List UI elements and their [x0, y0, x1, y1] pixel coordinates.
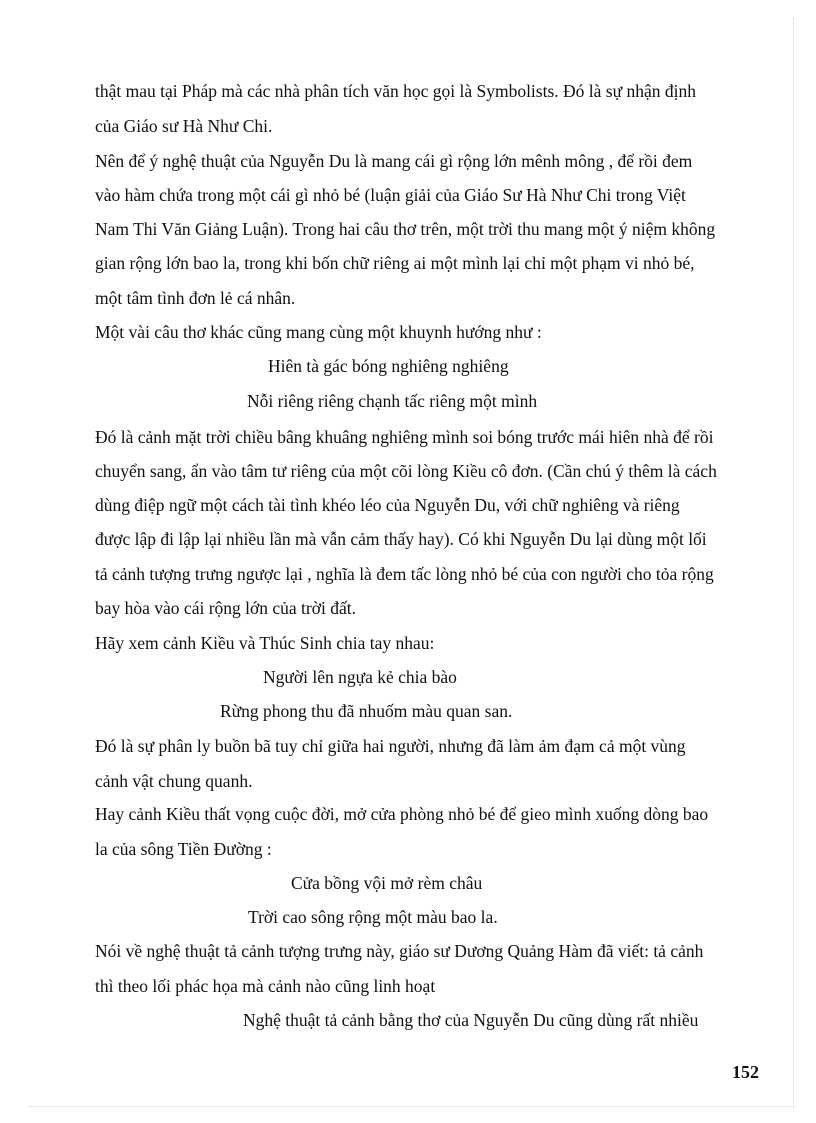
text-line: Nói về nghệ thuật tả cảnh tượng trưng này, giáo sư Dương Quảng Hàm đã viết: tả cảnh [95, 941, 704, 961]
page-number: 152 [732, 1062, 759, 1082]
text-line: Hãy xem cảnh Kiều và Thúc Sinh chia tay nhau: [95, 633, 435, 653]
text-line: Đó là sự phân ly buồn bã tuy chỉ giữa hai người, nhưng đã làm ảm đạm cả một vùng [95, 736, 686, 756]
text-line: thì theo lối phác họa mà cảnh nào cũng linh hoạt [95, 976, 436, 996]
verse-line: Rừng phong thu đã nhuốm màu quan san. [220, 701, 513, 721]
text-line: Nên để ý nghệ thuật của Nguyễn Du là mang cái gì rộng lớn mênh mông , để rồi đem [95, 151, 693, 171]
text-line: một tâm tình đơn lẻ cá nhân. [95, 288, 296, 308]
text-line: bay hòa vào cái rộng lớn của trời đất. [95, 598, 356, 618]
verse-line: Hiên tà gác bóng nghiêng nghiêng [268, 356, 509, 376]
text-line: Một vài câu thơ khác cũng mang cùng một khuynh hướng như : [95, 322, 542, 342]
text-line: thật mau tại Pháp mà các nhà phân tích văn học gọi là Symbolists. Đó là sự nhận định [95, 81, 696, 101]
text-line: Nam Thi Văn Giảng Luận). Trong hai câu thơ trên, một trời thu mang một ý niệm không [95, 219, 716, 239]
page-border-bottom [28, 1106, 794, 1107]
text-line: của Giáo sư Hà Như Chi. [95, 116, 273, 136]
page-border-right [793, 18, 794, 1108]
text-line: tả cảnh tượng trưng ngược lại , nghĩa là đem tấc lòng nhỏ bé của con người cho tỏa rộng [95, 564, 714, 584]
text-line: được lập đi lập lại nhiều lần mà vẫn cảm thấy hay). Có khi Nguyễn Du lại dùng một lối [95, 529, 707, 549]
verse-line: Cửa bồng vội mở rèm châu [291, 873, 483, 893]
text-line: la của sông Tiền Đường : [95, 839, 272, 859]
text-line: vào hàm chứa trong một cái gì nhỏ bé (luận giải của Giáo Sư Hà Như Chi trong Việt [95, 185, 686, 205]
text-line: Nghệ thuật tả cảnh bằng thơ của Nguyễn Du cũng dùng rất nhiều [243, 1010, 699, 1030]
text-line: Hay cảnh Kiều thất vọng cuộc đời, mở cửa phòng nhỏ bé để gieo mình xuống dòng bao [95, 804, 709, 824]
text-line: dùng điệp ngữ một cách tài tình khéo léo của Nguyễn Du, với chữ nghiêng và riêng [95, 495, 680, 515]
text-line: chuyển sang, ẩn vào tâm tư riêng của một cõi lòng Kiều cô đơn. (Cần chú ý thêm là cách [95, 461, 717, 481]
verse-line: Người lên ngựa kẻ chia bào [263, 667, 457, 687]
text-line: gian rộng lớn bao la, trong khi bốn chữ riêng ai một mình lại chỉ một phạm vi nhỏ bé, [95, 253, 695, 273]
verse-line: Trời cao sông rộng một màu bao la. [248, 907, 498, 927]
text-line: cảnh vật chung quanh. [95, 771, 253, 791]
text-line: Đó là cảnh mặt trời chiều bâng khuâng nghiêng mình soi bóng trước mái hiên nhà để rồi [95, 427, 714, 447]
verse-line: Nỗi riêng riêng chạnh tấc riêng một mình [247, 391, 538, 411]
